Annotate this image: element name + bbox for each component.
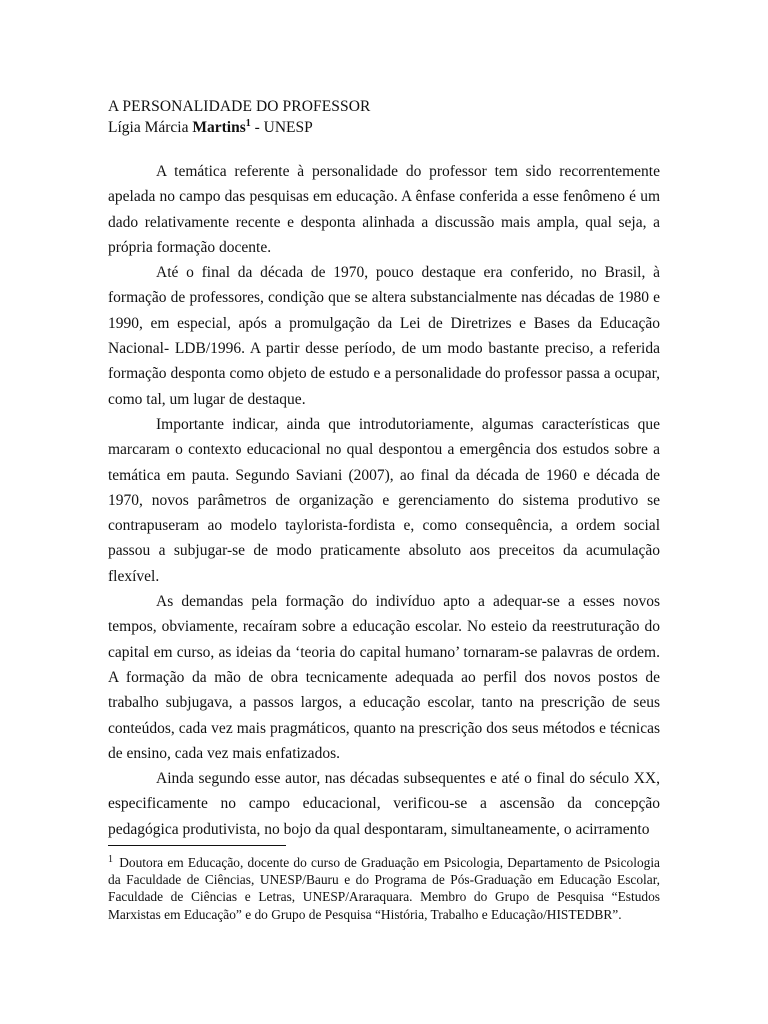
footnote-separator <box>108 845 286 846</box>
page-title: A PERSONALIDADE DO PROFESSOR <box>108 98 371 115</box>
footnote-reference: 1 <box>245 117 251 129</box>
paragraph-1: A temática referente à personalidade do professor tem sido recorrentemente apelada no campo das pesquisas em educação. A ênfase conferida a esse fenômeno é um dado relativamente recente e desponta alinhada a discussão mais ampla, qual seja, a própria formação docente. <box>108 163 660 256</box>
paragraph-4: As demandas pela formação do indivíduo apto a adequar-se a esses novos tempos, obviamente, recaíram sobre a educação escolar. No esteio da reestruturação do capital em curso, as ideias da ‘teoria do capital humano’ tornaram-se palavras de ordem. A formação da mão de obra tecnicamente adequada ao perfil dos novos postos de trabalho subjugava, a passos largos, a educação escolar, tanto na prescrição de seus conteúdos, cada vez mais pragmáticos, quanto na prescrição dos seus métodos e técnicas de ensino, cada vez mais enfatizados. <box>108 593 660 762</box>
author-first-names: Lígia Márcia <box>108 119 193 136</box>
author-line <box>108 117 660 138</box>
author-surname: Martins <box>192 119 246 136</box>
author-affiliation: - UNESP <box>250 119 313 136</box>
footnote-text: Doutora em Educação, docente do curso de Graduação em Psicologia, Departamento de Psicologia da Faculdade de Ciências, UNESP/Bauru e do Programa de Pós-Graduação em Educação Escolar, Faculdade de Ciências e Letras, UNESP/Araraquara. Membro do Grupo de Pesquisa “Estudos Marxistas em Educação” e do Grupo de Pesquisa “História, Trabalho e Educação/HISTEDBR”. <box>108 855 660 922</box>
main-text <box>108 159 660 842</box>
paragraph-2: Até o final da década de 1970, pouco destaque era conferido, no Brasil, à formação de professores, condição que se altera substancialmente nas décadas de 1980 e 1990, em especial, após a promulgação da Lei de Diretrizes e Bases da Educação Nacional- LDB/1996. A partir desse período, de um modo bastante preciso, a referida formação desponta como objeto de estudo e a personalidade do professor passa a ocupar, como tal, um lugar de destaque. <box>108 264 660 408</box>
footnote <box>108 854 660 923</box>
paragraph-5: Ainda segundo esse autor, nas décadas subsequentes e até o final do século XX, especificamente no campo educacional, verificou-se a ascensão da concepção pedagógica produtivista, no bojo da qual despontaram, simultaneamente, o acirramento <box>108 770 660 838</box>
document-body <box>108 96 660 842</box>
footnote-marker: 1 <box>108 853 113 865</box>
paragraph-3: Importante indicar, ainda que introdutoriamente, algumas características que marcaram o contexto educacional no qual despontou a emergência dos estudos sobre a temática em pauta. Segundo Saviani (2007), ao final da década de 1960 e década de 1970, novos parâmetros de organização e gerenciamento do sistema produtivo se contrapuseram ao modelo taylorista-fordista e, como consequência, a ordem social passou a subjugar-se de modo praticamente absoluto aos preceitos da acumulação flexível. <box>108 415 660 585</box>
